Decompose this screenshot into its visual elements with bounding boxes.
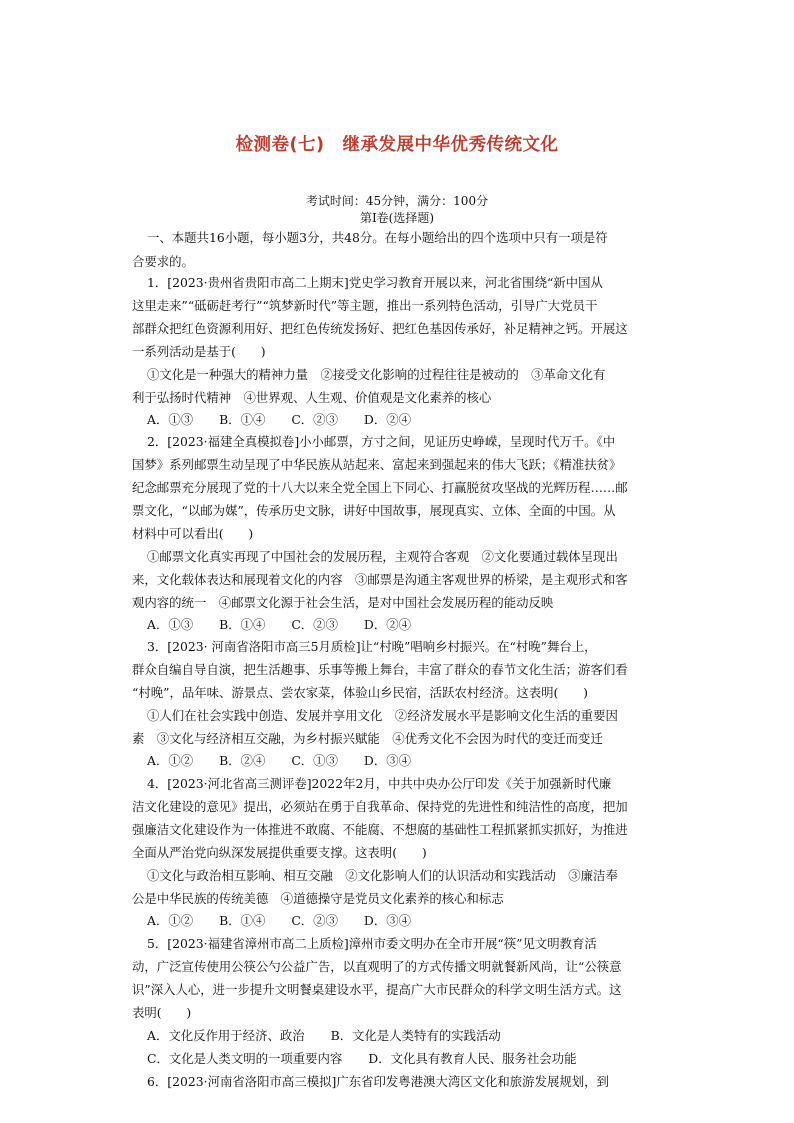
option-b[interactable]: B．①④ (219, 913, 266, 928)
option-c[interactable]: C．②③ (291, 913, 338, 928)
option-c[interactable]: C．②③ (291, 617, 338, 632)
question-2-stem: 材料中可以看出( ) (132, 526, 254, 541)
question-5-stem: 表明( ) (132, 1005, 192, 1020)
question-1-stem: 1．[2023·贵州省贵阳市高二上期末]党史学习教育开展以来，河北省围绕“新中国从 (147, 275, 603, 290)
option-a[interactable]: A．①③ (147, 412, 194, 427)
option-b[interactable]: B．文化是人类特有的实践活动 (330, 1028, 501, 1043)
option-d[interactable]: D．文化具有教育人民、服务社会功能 (368, 1051, 577, 1066)
option-a[interactable]: A．①② (147, 913, 194, 928)
option-c[interactable]: C．文化是人类文明的一项重要内容 (147, 1051, 343, 1066)
question-2-stem: 纪念邮票充分展现了党的十八大以来全党全国上下同心、打赢脱贫攻坚战的光辉历程……邮 (132, 480, 628, 495)
intro-line: 合要求的。 (132, 254, 194, 269)
question-1-stem: 部群众把红色资源利用好、把红色传统发扬好、把红色基因传承好，补足精神之钙。开展这 (132, 321, 628, 336)
question-4-options (147, 912, 687, 929)
section-heading: 第Ⅰ卷(选择题) (359, 211, 435, 225)
question-4-stem: 洁文化建设的意见》提出，必须站在勇于自我革命、保持党的先进性和纯洁性的高度，把加 (132, 799, 628, 814)
question-2-stem: 票文化，“以邮为媒”，传承历史文脉，讲好中国故事，展现真实、立体、全面的中国。从 (132, 503, 616, 518)
question-2-items: ①邮票文化真实再现了中国社会的发展历程，主观符合客观 ②文化要通过载体呈现出 (147, 549, 618, 564)
page-title: 检测卷(七) 继承发展中华优秀传统文化 (235, 135, 559, 155)
question-5-stem: 5．[2023·福建省漳州市高二上质检]漳州市委文明办在全市开展“筷”见文明教育活 (147, 936, 597, 951)
question-3-items: ①人们在社会实践中创造、发展并享用文化 ②经济发展水平是影响文化生活的重要因 (147, 708, 618, 723)
option-c[interactable]: C．②③ (291, 412, 338, 427)
option-d[interactable]: D．②④ (363, 412, 412, 427)
question-5-options (147, 1050, 687, 1067)
question-1-items: ①文化是一种强大的精神力量 ②接受文化影响的过程往往是被动的 ③革命文化有 (147, 367, 606, 382)
question-4-stem: 全面从严治党向纵深发展提供重要支撑。这表明( ) (132, 845, 427, 860)
option-b[interactable]: B．①④ (219, 617, 266, 632)
question-2-items: 观内容的统一 ④邮票文化源于社会生活，是对中国社会发展历程的能动反映 (132, 595, 554, 610)
question-1-stem: 一系列活动是基于( ) (132, 344, 266, 359)
option-c[interactable]: C．①③ (291, 753, 338, 768)
question-5-stem: 识”深入人心，进一步提升文明餐桌建设水平，提高广大市民群众的科学文明生活方式。这 (132, 982, 622, 997)
question-3-options (147, 752, 687, 769)
question-5-stem: 动，广泛宣传使用公筷公勺公益广告，以直观明了的方式传播文明就餐新风尚，让“公筷意 (132, 959, 622, 974)
exam-info: 考试时间：45分钟，满分：100分 (305, 194, 489, 208)
option-d[interactable]: D．②④ (363, 617, 412, 632)
question-4-stem: 强廉洁文化建设作为一体推进不敢腐、不能腐、不想腐的基础性工程抓紧抓实抓好，为推进 (132, 822, 628, 837)
question-3-items: 素 ③文化与经济相互交融，为乡村振兴赋能 ④优秀文化不会因为时代的变迁而变迁 (132, 731, 603, 746)
question-3-stem: “村晚”，品年味、游景点、尝农家菜，体验山乡民宿，活跃农村经济。这表明( ) (132, 685, 589, 700)
question-3-stem: 3．[2023· 河南省洛阳市高三5月质检]让“村晚”唱响乡村振兴。在“村晚”舞台上， (147, 639, 597, 654)
question-3-stem: 群众自编自导自演，把生活趣事、乐事等搬上舞台，丰富了群众的春节文化生活；游客们看 (132, 662, 628, 677)
intro-line: 一、本题共16小题，每小题3分，共48分。在每小题给出的四个选项中只有一项是符 (147, 230, 608, 245)
option-a[interactable]: A．①③ (147, 617, 194, 632)
question-4-items: ①文化与政治相互影响、相互交融 ②文化影响人们的认识活动和实践活动 ③廉洁奉 (147, 868, 618, 883)
question-6-stem: 6．[2023·河南省洛阳市高三模拟]广东省印发粤港澳大湾区文化和旅游发展规划，到 (147, 1074, 609, 1089)
question-1-items: 利于弘扬时代精神 ④世界观、人生观、价值观是文化素养的核心 (132, 390, 492, 405)
question-1-options (147, 411, 687, 428)
question-5-options (147, 1027, 687, 1044)
question-4-items: 公是中华民族的传统美德 ④道德操守是党员文化素养的核心和标志 (132, 891, 504, 906)
question-4-stem: 4．[2023·河北省高三测评卷]2022年2月，中共中央办公厅印发《关于加强新时代廉 (147, 776, 612, 791)
option-d[interactable]: D．③④ (363, 753, 412, 768)
question-2-stem: 2．[2023·福建全真模拟卷]小小邮票，方寸之间，见证历史峥嵘，呈现时代万千。《中 (147, 434, 616, 449)
question-2-options (147, 616, 687, 633)
question-2-stem: 国梦》系列邮票生动呈现了中华民族从站起来、富起来到强起来的伟大飞跃；《精准扶贫》 (132, 457, 622, 472)
option-a[interactable]: A．①② (147, 753, 194, 768)
option-d[interactable]: D．③④ (363, 913, 412, 928)
option-b[interactable]: B．②④ (219, 753, 266, 768)
question-1-stem: 这里走来”“砥砺赶考行”“筑梦新时代”等主题，推出一系列特色活动，引导广大党员干 (132, 298, 598, 313)
option-a[interactable]: A．文化反作用于经济、政治 (147, 1028, 305, 1043)
option-b[interactable]: B．①④ (219, 412, 266, 427)
question-2-items: 来，文化载体表达和展现着文化的内容 ③邮票是沟通主客观世界的桥梁，是主观形式和客 (132, 572, 628, 587)
